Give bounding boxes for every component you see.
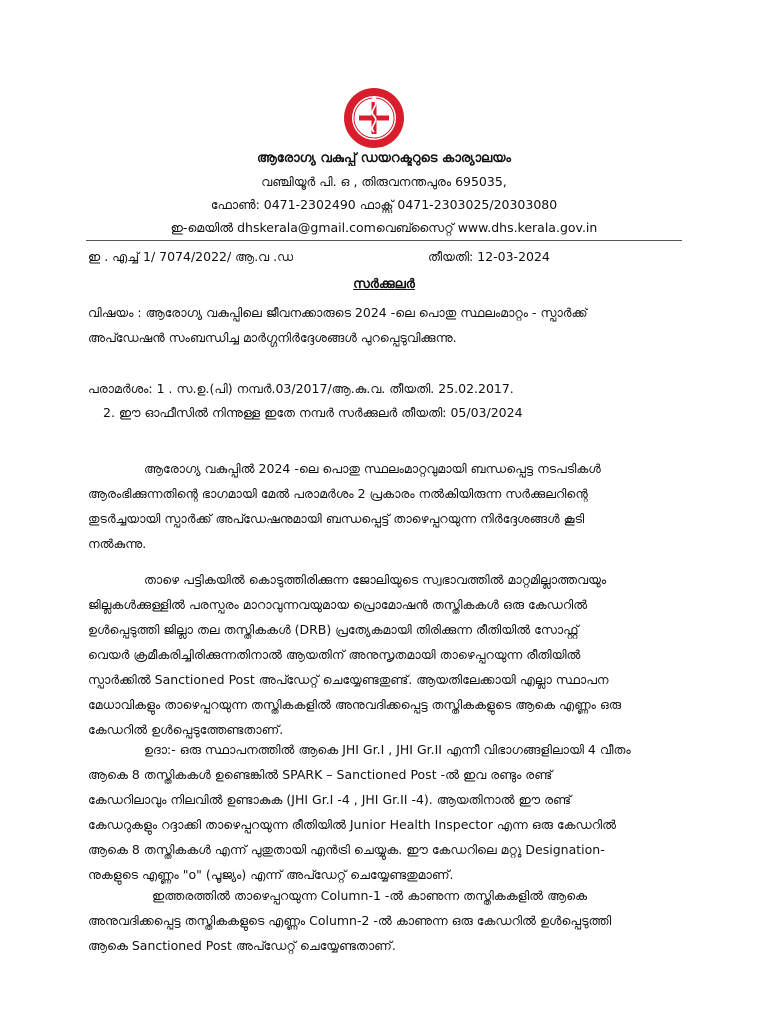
paragraph-line: നൽകുന്നു. xyxy=(88,536,147,551)
paragraph-line: കേഡറിലാവും നിലവിൽ ഉണ്ടാകുക (JHI Gr.I -4 , JHI Gr.II -4). ആയതിനാൽ ഈ രണ്ട് xyxy=(88,792,572,807)
paragraph-line: വെയർ ക്രമീകരിച്ചിരിക്കുന്നതിനാൽ ആയതിന് അനുസൃതമായി താഴെപ്പറയുന്ന രീതിയിൽ xyxy=(88,647,581,662)
paragraph-line: അനുവദിക്കപ്പെട്ട തസ്തികകളുടെ എണ്ണം Column-2 -ൽ കാണുന്ന ഒരു കേഡറിൽ ഉൾപ്പെടുത്തി xyxy=(88,913,612,928)
paragraph-line: ആരോഗ്യ വകുപ്പിൽ 2024 -ലെ പൊതു സ്ഥലംമാറ്റവുമായി ബന്ധപ്പെട്ട നടപടികൾ xyxy=(144,461,601,476)
paragraph-2 xyxy=(88,567,678,742)
header-divider xyxy=(86,240,682,241)
office-title: ആരോഗ്യ വകുപ്പ് ഡയറക്ടറുടെ കാര്യാലയം xyxy=(256,151,511,166)
paragraph-line: ആരംഭിക്കുന്നതിന്റെ ഭാഗമായി മേൽ പരാമർശം 2 പ്രകാരം നൽകിയിരുന്ന സർക്കുലറിന്റെ xyxy=(88,486,588,501)
paragraph-line: താഴെ പട്ടികയിൽ കൊടുത്തിരിക്കുന്ന ജോലിയുടെ സ്വഭാവത്തിൽ മാറ്റമില്ലാത്തവയും xyxy=(144,572,607,587)
circular-date: തീയതി: 12-03-2024 xyxy=(428,249,550,264)
file-number: ഇ . എച്ച് 1/ 7074/2022/ ആ.വ .ഡ xyxy=(88,249,294,264)
paragraph-line: ആകെ Sanctioned Post അപ്ഡേറ്റ് ചെയ്യേണ്ടതാണ്. xyxy=(88,938,396,953)
subject-line-1: വിഷയം : ആരോഗ്യ വകുപ്പിലെ ജീവനക്കാരുടെ 2024 -ലെ പൊതു സ്ഥലംമാറ്റം - സ്പാർക്ക് xyxy=(88,305,588,320)
paragraph-line: കേഡറുകളും റദ്ദാക്കി താഴെപ്പറയുന്ന രീതിയിൽ Junior Health Inspector എന്ന ഒരു കേഡറിൽ xyxy=(88,817,617,832)
paragraph-line: മേധാവികളും താഴെപ്പറയുന്ന തസ്തികകളിൽ അനുവദിക്കപ്പെട്ട തസ്തികകളുടെ ആകെ എണ്ണം ഒരു xyxy=(88,697,622,712)
reference-line-1: പരാമർശം: 1 . സ.ഉ.(പി) നമ്പർ.03/2017/ആ.കു.വ. തീയതി. 25.02.2017. xyxy=(88,381,514,396)
paragraph-line: കേഡറിൽ ഉൾപ്പെടുത്തേണ്ടതാണ്. xyxy=(88,722,284,737)
paragraph-line: സ്പാർക്കിൽ Sanctioned Post അപ്ഡേറ്റ് ചെയ്യേണ്ടതുണ്ട്. ആയതിലേക്കായി എല്ലാ സ്ഥാപന xyxy=(88,672,609,687)
paragraph-line: ഉൾപ്പെടുത്തി ജില്ലാ തല തസ്തികകൾ (DRB) പ്രത്യേകമായി തിരിക്കുന്ന രീതിയിൽ സോഫ്റ്റ് xyxy=(88,622,579,637)
paragraph-4 xyxy=(88,883,678,958)
paragraph-line: ഉദാ:- ഒരു സ്ഥാപനത്തിൽ ആകെ JHI Gr.I , JHI Gr.II എന്നീ വിഭാഗങ്ങളിലായി 4 വീതം xyxy=(144,742,631,757)
reference-line-2: 2. ഈ ഓഫീസിൽ നിന്നുള്ള ഇതേ നമ്പർ സർക്കുലർ തീയതി: 05/03/2024 xyxy=(103,405,523,420)
paragraph-line: ജില്ലകൾക്കുള്ളിൽ പരസ്പരം മാറാവുന്നവയുമായ പ്രൊമോഷൻ തസ്തികകൾ ഒരു കേഡറിൽ xyxy=(88,597,588,612)
office-address: വഞ്ചിയൂർ പി. ഒ , തിരുവനന്തപുരം 695035, xyxy=(261,174,507,189)
paragraph-1 xyxy=(88,456,678,556)
paragraph-line: ഇത്തരത്തിൽ താഴെപ്പറയുന്ന Column-1 -ൽ കാണുന്ന തസ്തികകളിൽ ആകെ xyxy=(152,888,588,903)
paragraph-line: തുടർച്ചയായി സ്പാർക്ക് അപ്ഡേഷനുമായി ബന്ധപ്പെട്ട് താഴെപ്പറയുന്ന നിർദ്ദേശങ്ങൾ കൂടി xyxy=(88,511,585,526)
paragraph-line: നുകളുടെ എണ്ണം "o" (പൂജ്യം) എന്ന് അപ്ഡേറ്റ് ചെയ്യേണ്ടതുമാണ്. xyxy=(88,867,454,882)
subject-line-2: അപ്ഡേഷൻ സംബന്ധിച്ച മാർഗ്ഗനിർദ്ദേശങ്ങൾ പുറപ്പെടുവിക്കുന്നു. xyxy=(88,330,457,345)
office-email-website: ഇ-മെയിൽ dhskerala@gmail.comവെബ്സൈറ്റ് www.dhs.kerala.gov.in xyxy=(170,220,598,235)
office-phone: ഫോൺ: 0471-2302490 ഫാക്സ് 0471-2303025/20303080 xyxy=(210,197,558,212)
paragraph-line: ആകെ 8 തസ്തികകൾ ഉണ്ടെങ്കിൽ SPARK – Sanctioned Post -ൽ ഇവ രണ്ടും രണ്ട് xyxy=(88,767,553,782)
circular-title: സർക്കുലർ xyxy=(353,277,415,292)
kerala-health-services-seal-icon xyxy=(342,86,406,150)
paragraph-line: ആകെ 8 തസ്തികകൾ എന്ന് പുതുതായി എൻട്രി ചെയ്യുക. ഈ കേഡറിലെ മറ്റു Designation- xyxy=(88,842,605,857)
paragraph-3 xyxy=(88,737,678,887)
